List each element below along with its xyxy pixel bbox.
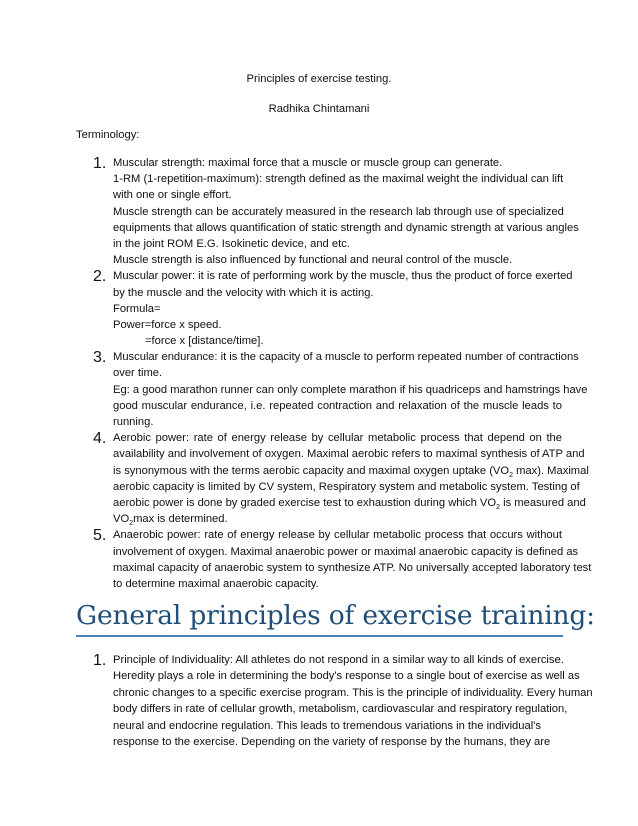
text-line: neural and endocrine regulation. This leads to tremendous variations in the individual's [113,719,541,732]
text-line: aerobic capacity is limited by CV system, Respiratory system and metabolic system. Testing of [113,480,580,493]
text-line: response to the exercise. Depending on the variety of response by the humans, they are [113,735,551,748]
text-line: =force x [distance/time]. [145,335,264,348]
list-item [76,527,592,592]
text-segment: max). Maximal [513,464,589,477]
text-line: Formula= [113,302,161,315]
text-line: Heredity plays a role in determining the body's response to a single bout of exercise as well as [113,670,580,683]
list-number: 5. [93,527,107,545]
text-line [113,463,589,479]
text-line: Muscle strength is also influenced by functional and neural control of the muscle. [113,254,513,267]
text-line: in the joint ROM E.G. Isokinetic device, and etc. [113,237,350,250]
text-line: good muscular endurance, i.e. repeated contraction and relaxation of the muscle leads to [113,399,562,412]
terminology-list [76,155,592,592]
list-item [76,155,579,268]
subscript: 2 [509,471,513,479]
text-line: over time. [113,367,163,380]
text-line: maximal capacity of anaerobic system to synthesize ATP. No universally accepted laboratory test [113,561,592,574]
text-line: to determine maximal anaerobic capacity. [113,577,319,590]
list-item [76,652,593,750]
list-number: 1. [93,652,107,669]
principles-list [76,652,593,750]
list-item [76,268,573,349]
terminology-label: Terminology: [76,129,140,141]
text-line: Anaerobic power: rate of energy release by cellular metabolic process that occurs without [113,529,562,542]
text-segment: max is determined. [133,513,228,526]
text-line: Muscular strength: maximal force that a muscle or muscle group can generate. [113,157,503,169]
text-line: Power=force x speed. [113,318,222,331]
text-line: equipments that allows quantification of static strength and dynamic strength at various angles [113,221,579,234]
text-segment: is measured and [500,496,586,509]
text-line: Eg: a good marathon runner can only complete marathon if his quadriceps and hamstrings have [113,383,588,396]
text-line: Aerobic power: rate of energy release by cellular metabolic process that depend on the [113,432,562,445]
subscript: 2 [129,520,134,528]
list-number: 2. [93,268,107,286]
text-line: with one or single effort. [113,189,232,202]
list-number: 3. [93,349,107,367]
text-line: involvement of oxygen. Maximal anaerobic power or maximal anaerobic capacity is defined as [113,545,579,558]
text-line: availability and involvement of oxygen. Maximal aerobic refers to maximal synthesis of ATP and [113,448,585,461]
text-line [113,495,586,512]
text-line: running. [113,416,154,428]
text-line: body differs in rate of cellular growth, metabolism, cardiovascular and respiratory regulation, [113,703,568,716]
document-author: Radhika Chintamani [268,103,370,115]
document-title: Principles of exercise testing. [246,73,392,85]
text-line: Muscular endurance: it is the capacity of a muscle to perform repeated number of contractions [113,351,579,364]
list-number: 4. [93,430,107,448]
text-segment: is synonymous with the terms aerobic capacity and maximal oxygen uptake (VO [113,464,510,477]
subscript: 2 [496,504,500,512]
text-segment: VO [113,513,130,526]
heading-underline [76,635,563,637]
text-line: Principle of Individuality: All athletes do not respond in a similar way to all kinds of exercise. [113,654,564,666]
text-line [113,511,562,527]
text-line: 1-RM (1-repetition-maximum): strength defined as the maximal weight the individual can lift [113,173,564,186]
text-line: chronic changes to a specific exercise program. This is the principle of individuality. Every human [113,686,593,699]
text-segment: aerobic power is done by graded exercise test to exhaustion during which VO [113,496,497,509]
list-number: 1. [93,155,107,172]
list-item [76,349,588,430]
text-line: by the muscle and the velocity with which it is acting. [113,286,374,299]
text-line: Muscle strength can be accurately measured in the research lab through use of specialized [113,205,564,218]
list-item [76,430,589,528]
text-line: Muscular power: it is rate of performing work by the muscle, thus the product of force exerted [113,270,573,283]
section-heading: General principles of exercise training: [76,600,595,631]
